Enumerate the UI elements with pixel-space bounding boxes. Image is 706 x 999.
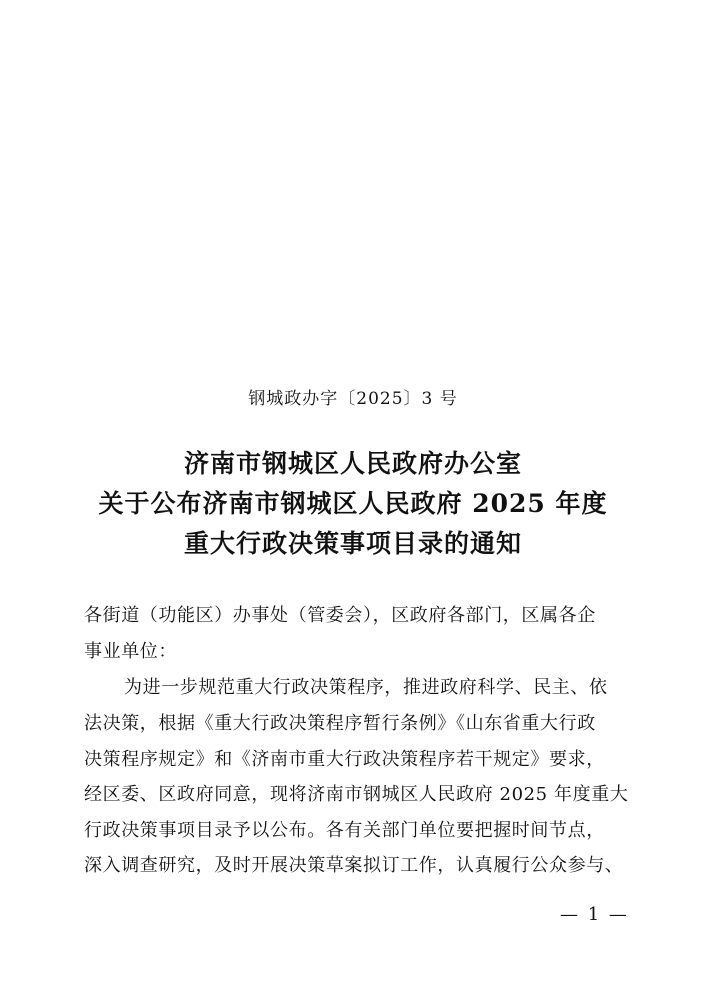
body-line-6: 深入调查研究，及时开展决策草案拟订工作，认真履行公众参与、 bbox=[84, 855, 624, 876]
document-title-line-2: 关于公布济南市钢城区人民政府 2025 年度 bbox=[98, 489, 608, 518]
body-line-3: 决策程序规定》和《济南市重大行政决策程序若干规定》要求， bbox=[84, 749, 605, 770]
body-line-5: 行政决策事项目录予以公布。各有关部门单位要把握时间节点， bbox=[84, 820, 605, 841]
document-number: 钢城政办字〔2025〕3 号 bbox=[248, 389, 458, 409]
page-number: — 1 — bbox=[560, 904, 629, 925]
body-line-1: 为进一步规范重大行政决策程序，推进政府科学、民主、依 bbox=[124, 677, 608, 698]
body-line-2: 法决策，根据《重大行政决策程序暂行条例》《山东省重大行政 bbox=[84, 713, 596, 734]
document-title-line-3: 重大行政决策事项目录的通知 bbox=[183, 529, 522, 558]
salutation-line-2: 事业单位： bbox=[84, 641, 177, 662]
body-line-4: 经区委、区政府同意，现将济南市钢城区人民政府 2025 年度重大 bbox=[84, 784, 629, 805]
salutation-line-1: 各街道（功能区）办事处（管委会），区政府各部门，区属各企 bbox=[84, 605, 596, 626]
document-title-line-1: 济南市钢城区人民政府办公室 bbox=[183, 449, 522, 478]
